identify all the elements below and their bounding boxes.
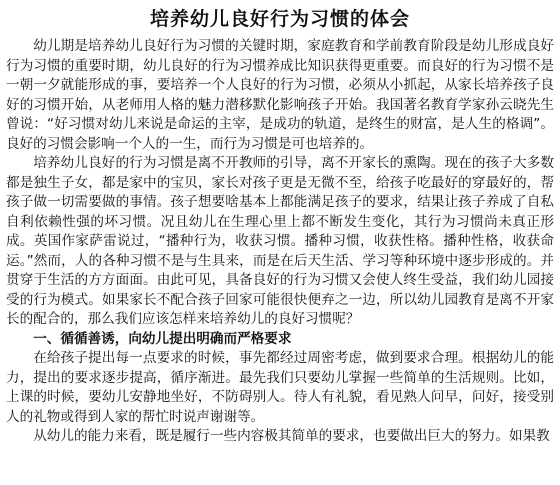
paragraph-requirements: 在给孩子提出每一点要求的时候，事先都经过周密考虑，做到要求合理。根据幼儿的能力，提出的要求逐步提高，循序渐进。最先我们只要幼儿掌握一些简单的生活规则。比如，上课的时候，要幼儿安静地坐好，不防碍别人。待人有礼貌，看见熟人问早，问好，接受别人的礼物或得到人家的帮忙时说声谢谢等。 [6,350,554,425]
paragraph-teacher-parent: 培养幼儿良好的行为习惯是离不开教师的引导，离不开家长的熏陶。现在的孩子大多数都是独生子女，都是家中的宝贝，家长对孩子更是无微不至，给孩子吃最好的穿最好的，帮孩子做一切需要做的事情。孩子想要啥基本上都能满足孩子的要求，结果让孩子养成了自私自利依赖性强的坏习惯。况且幼儿在生理心里上都不断发生变化，其行为习惯尚未真正形成。英国作家萨雷说过，“播种行为，收获习惯。播种习惯，收获性格。播种性格，收获命运。”然而，人的各种习惯不是与生具来，而是在后天生活、学习等种环境中逐步形成的。并贯穿于生活的方方面面。由此可见，具备良好的行为习惯又会使人终生受益，我们幼儿园接受的行为模式。如果家长不配合孩子回家可能很快便弃之一边，所以幼儿园教育是离不开家长的配合的，那么我们应该怎样来培养幼儿的良好习惯呢？ [6,155,554,327]
paragraph-intro: 幼儿期是培养幼儿良好行为习惯的关键时期，家庭教育和学前教育阶段是幼儿形成良好行为习惯的重要时期，幼儿良好的行为习惯养成比知识获得更重要。而良好的行为习惯不是一朝一夕就能形成的事，要培养一个人良好的行为习惯，必须从小抓起，从家长培养孩子良好的习惯开始，从老师用人格的魅力潜移默化影响孩子开始。我国著名教育学家孙云晓先生曾说：“好习惯对幼儿来说是命运的主宰，是成功的轨道，是终生的财富，是人生的格调”。良好的习惯会影响一个人的一生，而行为习惯是可也培养的。 [6,38,554,152]
section-heading: 一、循循善诱，向幼儿提出明确而严格要求 [33,330,292,347]
document-title: 培养幼儿良好行为习惯的体会 [149,8,410,30]
paragraph-ability: 从幼儿的能力来看，既是履行一些内容极其简单的要求，也要做出巨大的努力。如果教 [33,428,550,444]
